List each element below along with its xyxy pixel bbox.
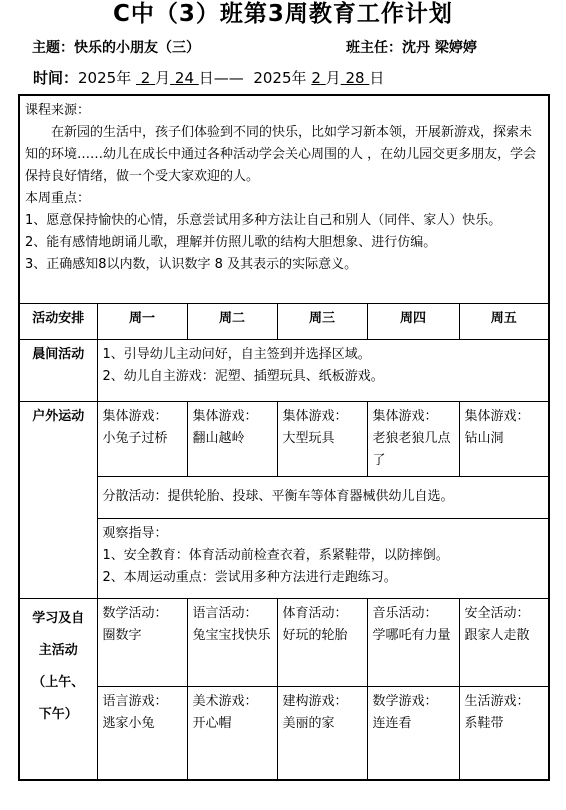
group-game-monday: 集体游戏： 小兔子过桥 xyxy=(97,401,187,476)
start-month: 2 xyxy=(140,69,151,87)
page-title: C中（3）班第3周教育工作计划 xyxy=(113,1,453,27)
observe-label: 观察指导： xyxy=(102,525,168,541)
teacher-line xyxy=(346,37,477,57)
game-tuesday: 美术游戏： 开心帽 xyxy=(187,686,277,780)
learning-monday: 数学活动： 圈数字 xyxy=(97,598,187,686)
source-text: 在新园的生活中，孩子们体验到不同的快乐，比如学习新本领，开展新游戏，探索未知的环境……幼儿在成长中通过各种活动学会关心周围的人 ，在幼儿园交更多朋友，学会保持良好情绪，做一个受大家欢迎的人。 xyxy=(25,125,537,184)
date-separator: —— xyxy=(213,69,244,87)
learning-thursday: 音乐活动： 学哪吒有力量 xyxy=(367,598,459,686)
year-unit: 年 xyxy=(116,69,132,87)
start-year: 2025 xyxy=(78,69,117,87)
group-game-tuesday: 集体游戏： 翻山越岭 xyxy=(187,401,277,476)
observation-guide xyxy=(97,518,549,598)
teacher-label: 班主任： xyxy=(346,40,402,56)
focus-label: 本周重点： xyxy=(25,191,91,206)
end-year: 2025 xyxy=(253,69,292,87)
focus-item: 1、愿意保持愉快的心情，乐意尝试用多种方法让自己和别人（同伴、家人）快乐。 xyxy=(25,213,502,228)
morning-content xyxy=(97,339,549,401)
learning-friday: 安全活动： 跟家人走散 xyxy=(459,598,549,686)
group-game-wednesday: 集体游戏： 大型玩具 xyxy=(277,401,367,476)
observe-line: 1、安全教育：体育活动前检查衣着，系紧鞋带，以防摔倒。 xyxy=(102,547,449,563)
theme-value: 快乐的小朋友（三） xyxy=(74,40,200,56)
learning-tuesday: 语言活动： 兔宝宝找快乐 xyxy=(187,598,277,686)
group-game-friday: 集体游戏： 钻山洞 xyxy=(459,401,549,476)
learning-wednesday: 体育活动： 好玩的轮胎 xyxy=(277,598,367,686)
header-schedule: 活动安排 xyxy=(19,303,97,339)
header-friday: 周五 xyxy=(459,303,549,339)
teacher-value: 沈丹 梁婷婷 xyxy=(402,40,477,56)
game-wednesday: 建构游戏： 美丽的家 xyxy=(277,686,367,780)
game-friday: 生活游戏： 系鞋带 xyxy=(459,686,549,780)
course-intro xyxy=(19,95,549,303)
learning-label: 学习及自 主活动 （上午、 下午） xyxy=(19,598,97,780)
end-day: 28 xyxy=(345,69,365,87)
morning-label: 晨间活动 xyxy=(19,339,97,401)
month-unit-2: 月 xyxy=(325,69,341,87)
header-wednesday: 周三 xyxy=(277,303,367,339)
game-monday: 语言游戏： 逃家小兔 xyxy=(97,686,187,780)
morning-line: 2、幼儿自主游戏：泥塑、插塑玩具、纸板游戏。 xyxy=(102,368,384,384)
source-label: 课程来源： xyxy=(25,103,91,118)
game-thursday: 数学游戏： 连连看 xyxy=(367,686,459,780)
year-unit-2: 年 xyxy=(291,69,307,87)
morning-line: 1、引导幼儿主动问好，自主签到并选择区域。 xyxy=(102,346,371,362)
start-day: 24 xyxy=(174,69,194,87)
time-line xyxy=(33,67,384,88)
end-month: 2 xyxy=(311,69,321,87)
header-thursday: 周四 xyxy=(367,303,459,339)
month-unit: 月 xyxy=(155,69,171,87)
focus-item: 3、正确感知8以内数，认识数字 8 及其表示的实际意义。 xyxy=(25,257,358,272)
theme-line xyxy=(32,37,200,57)
outdoor-label: 户外运动 xyxy=(19,401,97,598)
group-game-thursday: 集体游戏： 老狼老狼几点了 xyxy=(367,401,459,476)
theme-label: 主题： xyxy=(32,40,74,56)
scatter-activity: 分散活动：提供轮胎、投球、平衡车等体育器械供幼儿自选。 xyxy=(97,476,549,518)
day-unit-2: 日 xyxy=(369,69,385,87)
time-label: 时间： xyxy=(33,69,79,87)
focus-item: 2、能有感情地朗诵儿歌，理解并仿照儿歌的结构大胆想象、进行仿编。 xyxy=(25,235,437,250)
weekly-plan-table xyxy=(18,94,550,781)
observe-line: 2、本周运动重点：尝试用多种方法进行走跑练习。 xyxy=(102,569,397,585)
day-unit: 日 xyxy=(198,69,214,87)
header-tuesday: 周二 xyxy=(187,303,277,339)
header-monday: 周一 xyxy=(97,303,187,339)
